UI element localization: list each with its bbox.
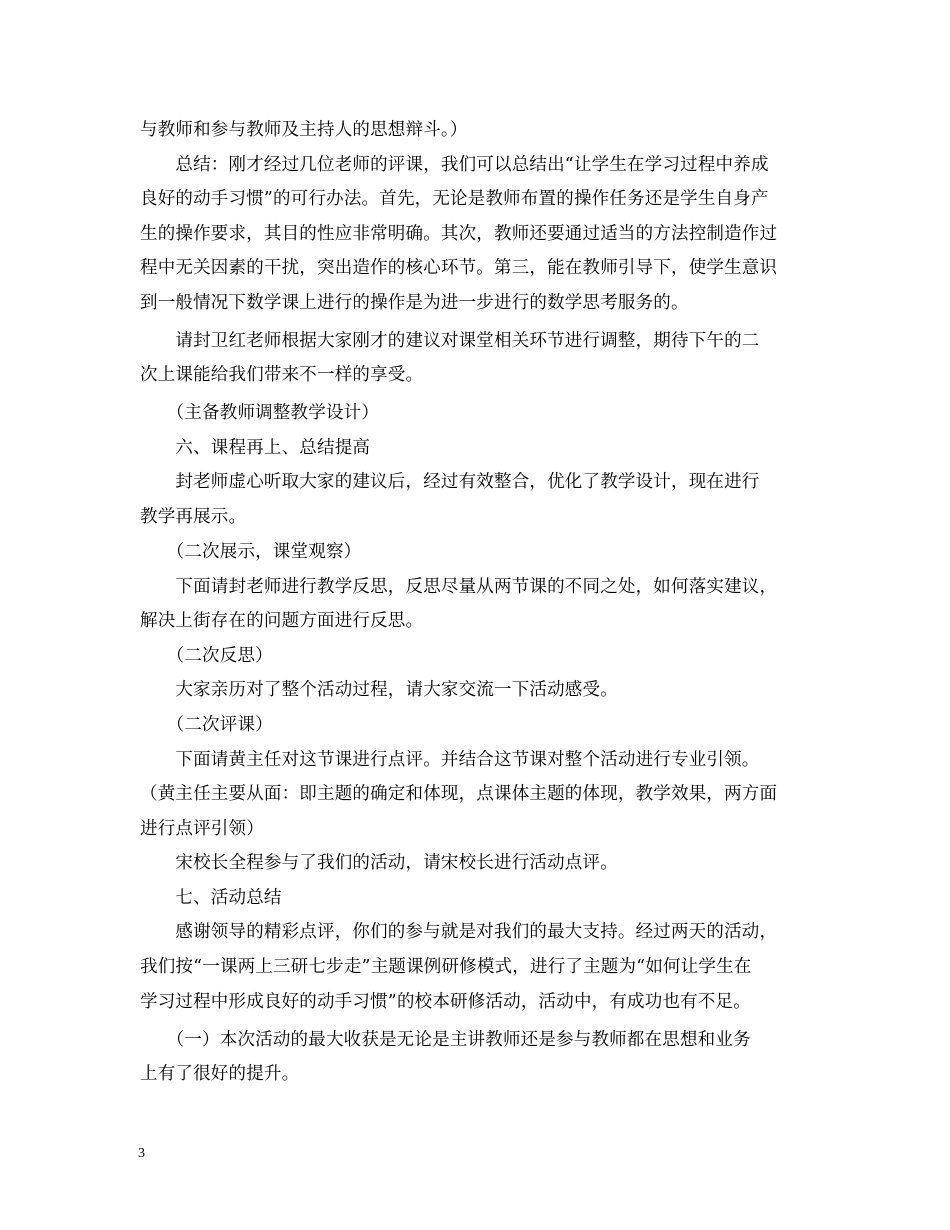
text-line: 感谢领导的精彩点评，你们的参与就是对我们的最大支持。经过两天的活动， [140, 922, 778, 942]
text-line: 大家亲历对了整个活动过程，请大家交流一下活动感受。 [140, 680, 618, 700]
text-line: 请封卫红老师根据大家刚才的建议对课堂相关环节进行调整，期待下午的二 [140, 331, 760, 351]
text-line: （二次反思） [140, 646, 273, 666]
text-line: 封老师虚心听取大家的建议后，经过有效整合，优化了教学设计，现在进行 [140, 472, 760, 492]
text-line: 次上课能给我们带来不一样的享受。 [140, 365, 424, 385]
text-line: 我们按“一课两上三研七步走”主题课例研修模式，进行了主题为“如何让学生在 [140, 957, 752, 977]
text-line: （二次评课） [140, 715, 273, 735]
text-line: 下面请黄主任对这节课进行点评。并结合这节课对整个活动进行专业引领。 [140, 750, 760, 770]
text-line: 进行点评引领） [140, 819, 264, 839]
section-heading: 六、课程再上、总结提高 [140, 438, 371, 458]
text-line: 下面请封老师进行教学反思，反思尽量从两节课的不同之处，如何落实建议， [140, 577, 778, 597]
text-line: （黄主任主要从面：即主题的确定和体现，点课体主题的体现，教学效果，两方面 [140, 784, 778, 804]
text-line: （主备教师调整教学设计） [140, 403, 380, 423]
text-line: 教学再展示。 [140, 507, 247, 527]
text-line: 良好的动手习惯”的可行办法。首先，无论是教师布置的操作任务还是学生自身产 [140, 189, 769, 209]
text-line: 程中无关因素的干扰，突出造作的核心环节。第三，能在教师引导下，使学生意识 [140, 258, 778, 278]
text-line: 生的操作要求，其目的性应非常明确。其次，教师还要通过适当的方法控制造作过 [140, 224, 778, 244]
text-line: 解决上街存在的问题方面进行反思。 [140, 611, 424, 631]
text-line: 总结：刚才经过几位老师的评课，我们可以总结出“让学生在学习过程中养成 [140, 155, 769, 175]
text-line: 宋校长全程参与了我们的活动，请宋校长进行活动点评。 [140, 853, 618, 873]
text-line: 上有了很好的提升。 [140, 1064, 300, 1084]
text-line: 与教师和参与教师及主持人的思想辩斗。） [140, 120, 468, 140]
page-number: 3 [138, 1146, 145, 1161]
text-line: （一）本次活动的最大收获是无论是主讲教师还是参与教师都在思想和业务 [140, 1030, 751, 1050]
text-line: （二次展示，课堂观察） [140, 542, 362, 562]
section-heading: 七、活动总结 [140, 888, 282, 908]
text-line: 到一般情况下数学课上进行的操作是为进一步进行的数学思考服务的。 [140, 293, 689, 313]
text-line: 学习过程中形成良好的动手习惯”的校本研修活动，活动中，有成功也有不足。 [140, 992, 751, 1012]
